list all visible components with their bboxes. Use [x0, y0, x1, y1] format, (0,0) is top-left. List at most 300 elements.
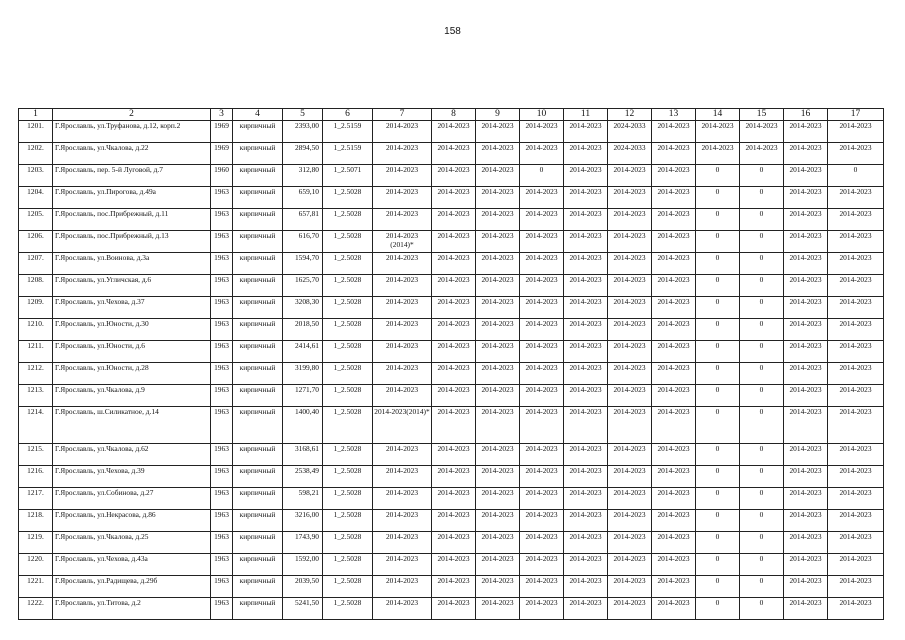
table-row — [19, 209, 884, 231]
work-period-cell: 2014-2023 — [373, 143, 432, 165]
work-period-cell: 0 — [740, 209, 784, 231]
work-period-cell: 0 — [696, 407, 740, 444]
work-period-cell: 2014-2023 — [784, 121, 828, 143]
table-row — [19, 341, 884, 363]
work-period-cell: 2014-2023 — [652, 576, 696, 598]
work-period-cell: 2014-2023 — [432, 554, 476, 576]
address-cell: Г.Ярославль, ул.Собинова, д.27 — [53, 488, 211, 510]
area-cell: 598,21 — [283, 488, 323, 510]
work-period-cell: 2014-2023 — [520, 209, 564, 231]
work-period-cell: 2014-2023 — [608, 576, 652, 598]
work-period-cell: 2014-2023 — [432, 363, 476, 385]
work-period-cell: 2014-2023 — [784, 143, 828, 165]
year-cell: 1969 — [211, 143, 233, 165]
work-period-cell: 2014-2023 — [608, 532, 652, 554]
work-period-cell: 2014-2023 — [652, 444, 696, 466]
work-period-cell: 2014-2023 — [564, 363, 608, 385]
work-period-cell: 2014-2023 — [828, 598, 884, 620]
work-period-cell: 2014-2023 — [608, 187, 652, 209]
work-period-cell: 0 — [740, 275, 784, 297]
code-cell: 1_2.5028 — [323, 576, 373, 598]
address-cell: Г.Ярославль, ул.Чехова, д.43а — [53, 554, 211, 576]
work-period-cell: 2014-2023 — [652, 121, 696, 143]
material-cell: кирпичный — [233, 297, 283, 319]
work-period-cell: 2014-2023 — [828, 143, 884, 165]
address-cell: Г.Ярославль, ул.Некрасова, д.86 — [53, 510, 211, 532]
row-number: 1218. — [19, 510, 53, 532]
work-period-cell: 2014-2023 — [373, 363, 432, 385]
work-period-cell: 2014-2023 — [432, 187, 476, 209]
work-period-cell: 2014-2023 — [608, 209, 652, 231]
area-cell: 3208,30 — [283, 297, 323, 319]
address-cell: Г.Ярославль, ул.Воинова, д.3а — [53, 253, 211, 275]
work-period-cell: 2014-2023 — [373, 341, 432, 363]
work-period-cell: 0 — [696, 275, 740, 297]
work-period-cell: 2014-2023 — [608, 510, 652, 532]
work-period-cell: 2014-2023 — [432, 385, 476, 407]
row-number: 1207. — [19, 253, 53, 275]
work-period-cell: 2014-2023 — [373, 165, 432, 187]
year-cell: 1963 — [211, 532, 233, 554]
column-header-12: 12 — [608, 109, 652, 121]
address-cell: Г.Ярославль, ул.Чкалова, д.25 — [53, 532, 211, 554]
work-period-cell: 2014-2023 — [828, 407, 884, 444]
work-period-cell: 2014-2023 — [476, 444, 520, 466]
work-period-cell: 2014-2023 — [476, 319, 520, 341]
material-cell: кирпичный — [233, 385, 283, 407]
work-period-cell: 2014-2023 — [608, 385, 652, 407]
table-row — [19, 488, 884, 510]
work-period-cell: 2014-2023 — [476, 275, 520, 297]
area-cell: 657,81 — [283, 209, 323, 231]
work-period-cell: 2014-2023 — [476, 510, 520, 532]
work-period-cell: 2014-2023 — [784, 510, 828, 532]
work-period-cell: 0 — [696, 554, 740, 576]
work-period-cell: 2014-2023 — [784, 576, 828, 598]
code-cell: 1_2.5028 — [323, 444, 373, 466]
work-period-cell: 2014-2023 — [373, 444, 432, 466]
work-period-cell: 0 — [696, 297, 740, 319]
material-cell: кирпичный — [233, 209, 283, 231]
material-cell: кирпичный — [233, 532, 283, 554]
work-period-cell: 2014-2023 — [520, 554, 564, 576]
work-period-cell: 2014-2023 — [828, 385, 884, 407]
row-number: 1208. — [19, 275, 53, 297]
work-period-cell: 2014-2023 — [608, 297, 652, 319]
row-number: 1214. — [19, 407, 53, 444]
work-period-cell: 2014-2023 — [608, 363, 652, 385]
code-cell: 1_2.5028 — [323, 598, 373, 620]
row-number: 1203. — [19, 165, 53, 187]
work-period-cell: 2014-2023 — [564, 341, 608, 363]
work-period-cell: 2014-2023 (2014)* — [373, 231, 432, 253]
work-period-cell: 2014-2023 — [520, 253, 564, 275]
work-period-cell: 2014-2023 — [608, 407, 652, 444]
table-row — [19, 363, 884, 385]
work-period-cell: 2014-2023 — [828, 576, 884, 598]
code-cell: 1_2.5028 — [323, 532, 373, 554]
address-cell: Г.Ярославль, ул.Юности, д.28 — [53, 363, 211, 385]
table-row — [19, 319, 884, 341]
table-row — [19, 121, 884, 143]
work-period-cell: 0 — [520, 165, 564, 187]
work-period-cell: 0 — [740, 187, 784, 209]
work-period-cell: 2014-2023 — [652, 407, 696, 444]
table-row — [19, 576, 884, 598]
work-period-cell: 2014-2023 — [373, 297, 432, 319]
row-number: 1219. — [19, 532, 53, 554]
table-row — [19, 297, 884, 319]
work-period-cell: 2014-2023 — [520, 231, 564, 253]
year-cell: 1963 — [211, 319, 233, 341]
area-cell: 1594,70 — [283, 253, 323, 275]
work-period-cell: 2014-2023 — [564, 407, 608, 444]
work-period-cell: 2014-2023 — [520, 466, 564, 488]
work-period-cell: 2014-2023 — [432, 275, 476, 297]
work-period-cell: 2014-2023 — [373, 275, 432, 297]
work-period-cell: 2014-2023 — [652, 341, 696, 363]
row-number: 1215. — [19, 444, 53, 466]
work-period-cell: 2014-2023 — [432, 319, 476, 341]
work-period-cell: 2014-2023 — [520, 510, 564, 532]
table-row — [19, 510, 884, 532]
work-period-cell: 2014-2023 — [652, 598, 696, 620]
work-period-cell: 2014-2023 — [564, 231, 608, 253]
area-cell: 2018,50 — [283, 319, 323, 341]
row-number: 1209. — [19, 297, 53, 319]
work-period-cell: 2014-2023 — [564, 576, 608, 598]
work-period-cell: 2014-2023 — [652, 275, 696, 297]
row-number: 1206. — [19, 231, 53, 253]
year-cell: 1960 — [211, 165, 233, 187]
work-period-cell: 2014-2023 — [652, 209, 696, 231]
work-period-cell: 2014-2023 — [652, 297, 696, 319]
work-period-cell: 2014-2023 — [828, 532, 884, 554]
work-period-cell: 2014-2023 — [520, 444, 564, 466]
work-period-cell: 2014-2023 — [432, 466, 476, 488]
work-period-cell: 0 — [740, 165, 784, 187]
work-period-cell: 2014-2023 — [476, 488, 520, 510]
material-cell: кирпичный — [233, 319, 283, 341]
work-period-cell: 2014-2023 — [696, 143, 740, 165]
work-period-cell: 2014-2023 — [608, 554, 652, 576]
year-cell: 1963 — [211, 275, 233, 297]
area-cell: 3168,61 — [283, 444, 323, 466]
work-period-cell: 2014-2023 — [373, 598, 432, 620]
work-period-cell: 2014-2023 — [432, 444, 476, 466]
work-period-cell: 2014-2023 — [432, 598, 476, 620]
year-cell: 1963 — [211, 187, 233, 209]
column-header-7: 7 — [373, 109, 432, 121]
work-period-cell: 2014-2023 — [608, 165, 652, 187]
work-period-cell: 2014-2023 — [373, 488, 432, 510]
work-period-cell: 2014-2023 — [373, 121, 432, 143]
work-period-cell: 2014-2023 — [784, 407, 828, 444]
address-cell: Г.Ярославль, ул.Чехова, д.39 — [53, 466, 211, 488]
work-period-cell: 2014-2023 — [608, 253, 652, 275]
work-period-cell: 0 — [740, 253, 784, 275]
work-period-cell: 0 — [740, 488, 784, 510]
work-period-cell: 2014-2023 — [476, 532, 520, 554]
table-row — [19, 275, 884, 297]
work-period-cell: 2014-2023 — [432, 253, 476, 275]
work-period-cell: 2014-2023 — [608, 341, 652, 363]
year-cell: 1963 — [211, 488, 233, 510]
column-header-14: 14 — [696, 109, 740, 121]
work-period-cell: 2014-2023 — [564, 275, 608, 297]
work-period-cell: 2014-2023 — [784, 231, 828, 253]
column-header-1: 1 — [19, 109, 53, 121]
area-cell: 616,70 — [283, 231, 323, 253]
table-row — [19, 143, 884, 165]
work-period-cell: 2014-2023 — [828, 444, 884, 466]
work-period-cell: 0 — [696, 444, 740, 466]
address-cell: Г.Ярославль, пер. 5-й Луговой, д.7 — [53, 165, 211, 187]
work-period-cell: 2014-2023 — [828, 121, 884, 143]
work-period-cell: 2014-2023 — [784, 297, 828, 319]
work-period-cell: 0 — [828, 165, 884, 187]
work-period-cell: 2014-2023 — [520, 319, 564, 341]
row-number: 1221. — [19, 576, 53, 598]
work-period-cell: 2024-2033 — [608, 121, 652, 143]
work-period-cell: 2014-2023 — [373, 187, 432, 209]
work-period-cell: 2014-2023 — [784, 466, 828, 488]
work-period-cell: 0 — [740, 231, 784, 253]
row-number: 1211. — [19, 341, 53, 363]
column-header-3: 3 — [211, 109, 233, 121]
area-cell: 2414,61 — [283, 341, 323, 363]
row-number: 1201. — [19, 121, 53, 143]
row-number: 1210. — [19, 319, 53, 341]
work-period-cell: 2014-2023 — [432, 209, 476, 231]
work-period-cell: 2014-2023 — [564, 253, 608, 275]
year-cell: 1963 — [211, 407, 233, 444]
column-header-2: 2 — [53, 109, 211, 121]
work-period-cell: 0 — [696, 187, 740, 209]
column-header-8: 8 — [432, 109, 476, 121]
address-cell: Г.Ярославль, ул.Юности, д.6 — [53, 341, 211, 363]
work-period-cell: 0 — [696, 576, 740, 598]
row-number: 1212. — [19, 363, 53, 385]
year-cell: 1963 — [211, 297, 233, 319]
work-period-cell: 2014-2023 — [652, 554, 696, 576]
work-period-cell: 2014-2023 — [828, 466, 884, 488]
work-period-cell: 0 — [696, 209, 740, 231]
work-period-cell: 2014-2023 — [828, 510, 884, 532]
material-cell: кирпичный — [233, 510, 283, 532]
code-cell: 1_2.5028 — [323, 385, 373, 407]
year-cell: 1963 — [211, 510, 233, 532]
table-row — [19, 165, 884, 187]
table-row — [19, 598, 884, 620]
work-period-cell: 2014-2023 — [476, 363, 520, 385]
address-cell: Г.Ярославль, ул.Радищева, д.29б — [53, 576, 211, 598]
material-cell: кирпичный — [233, 554, 283, 576]
work-period-cell: 0 — [740, 444, 784, 466]
address-cell: Г.Ярославль, ул.Чкалова, д.22 — [53, 143, 211, 165]
work-period-cell: 0 — [740, 363, 784, 385]
address-cell: Г.Ярославль, ул.Юности, д.30 — [53, 319, 211, 341]
work-period-cell: 2014-2023 — [784, 275, 828, 297]
work-period-cell: 2014-2023 — [520, 407, 564, 444]
table-row — [19, 253, 884, 275]
work-period-cell: 2014-2023(2014)* — [373, 407, 432, 444]
work-period-cell: 2014-2023 — [373, 510, 432, 532]
table-row — [19, 407, 884, 444]
year-cell: 1963 — [211, 466, 233, 488]
work-period-cell: 2014-2023 — [476, 407, 520, 444]
work-period-cell: 0 — [696, 532, 740, 554]
work-period-cell: 2014-2023 — [784, 488, 828, 510]
code-cell: 1_2.5159 — [323, 143, 373, 165]
work-period-cell: 2014-2023 — [652, 143, 696, 165]
work-period-cell: 2014-2023 — [740, 143, 784, 165]
year-cell: 1963 — [211, 253, 233, 275]
area-cell: 5241,50 — [283, 598, 323, 620]
work-period-cell: 2014-2023 — [373, 532, 432, 554]
work-period-cell: 2014-2023 — [564, 444, 608, 466]
material-cell: кирпичный — [233, 444, 283, 466]
work-period-cell: 2014-2023 — [476, 187, 520, 209]
material-cell: кирпичный — [233, 275, 283, 297]
work-period-cell: 2014-2023 — [784, 187, 828, 209]
work-period-cell: 2014-2023 — [373, 554, 432, 576]
work-period-cell: 0 — [740, 598, 784, 620]
work-period-cell: 2014-2023 — [564, 532, 608, 554]
work-period-cell: 2014-2023 — [520, 297, 564, 319]
work-period-cell: 2014-2023 — [784, 165, 828, 187]
material-cell: кирпичный — [233, 143, 283, 165]
year-cell: 1963 — [211, 598, 233, 620]
work-period-cell: 2014-2023 — [432, 532, 476, 554]
address-cell: Г.Ярославль, ул.Угличская, д.6 — [53, 275, 211, 297]
work-period-cell: 2014-2023 — [520, 363, 564, 385]
work-period-cell: 0 — [740, 407, 784, 444]
area-cell: 1592,00 — [283, 554, 323, 576]
work-period-cell: 2014-2023 — [373, 209, 432, 231]
column-header-13: 13 — [652, 109, 696, 121]
address-cell: Г.Ярославль, пос.Прибрежный, д.13 — [53, 231, 211, 253]
code-cell: 1_2.5028 — [323, 363, 373, 385]
work-period-cell: 2014-2023 — [476, 121, 520, 143]
code-cell: 1_2.5028 — [323, 341, 373, 363]
row-number: 1222. — [19, 598, 53, 620]
year-cell: 1963 — [211, 444, 233, 466]
code-cell: 1_2.5028 — [323, 231, 373, 253]
work-period-cell: 2014-2023 — [476, 143, 520, 165]
row-number: 1202. — [19, 143, 53, 165]
address-cell: Г.Ярославль, ул.Чехова, д.37 — [53, 297, 211, 319]
code-cell: 1_2.5028 — [323, 319, 373, 341]
area-cell: 2039,50 — [283, 576, 323, 598]
year-cell: 1963 — [211, 363, 233, 385]
code-cell: 1_2.5071 — [323, 165, 373, 187]
work-period-cell: 2014-2023 — [564, 385, 608, 407]
work-period-cell: 2014-2023 — [784, 444, 828, 466]
work-period-cell: 2014-2023 — [784, 253, 828, 275]
work-period-cell: 2014-2023 — [608, 275, 652, 297]
work-period-cell: 0 — [740, 510, 784, 532]
year-cell: 1969 — [211, 121, 233, 143]
work-period-cell: 2014-2023 — [476, 209, 520, 231]
address-cell: Г.Ярославль, ш.Силикатное, д.14 — [53, 407, 211, 444]
work-period-cell: 2014-2023 — [784, 554, 828, 576]
work-period-cell: 0 — [696, 231, 740, 253]
work-period-cell: 2014-2023 — [373, 253, 432, 275]
work-period-cell: 2014-2023 — [564, 209, 608, 231]
work-period-cell: 2014-2023 — [432, 231, 476, 253]
address-cell: Г.Ярославль, ул.Титова, д.2 — [53, 598, 211, 620]
column-header-9: 9 — [476, 109, 520, 121]
work-period-cell: 0 — [740, 554, 784, 576]
code-cell: 1_2.5028 — [323, 488, 373, 510]
work-period-cell: 2014-2023 — [520, 598, 564, 620]
table-row — [19, 532, 884, 554]
work-period-cell: 2014-2023 — [652, 466, 696, 488]
work-period-cell: 0 — [696, 385, 740, 407]
column-header-17: 17 — [828, 109, 884, 121]
work-period-cell: 2014-2023 — [476, 554, 520, 576]
area-cell: 659,10 — [283, 187, 323, 209]
code-cell: 1_2.5028 — [323, 209, 373, 231]
work-period-cell: 2014-2023 — [476, 576, 520, 598]
work-period-cell: 2014-2023 — [564, 121, 608, 143]
work-period-cell: 0 — [696, 165, 740, 187]
work-period-cell: 2014-2023 — [564, 554, 608, 576]
work-period-cell: 0 — [740, 319, 784, 341]
row-number: 1213. — [19, 385, 53, 407]
material-cell: кирпичный — [233, 341, 283, 363]
material-cell: кирпичный — [233, 576, 283, 598]
work-period-cell: 0 — [740, 385, 784, 407]
work-period-cell: 2014-2023 — [432, 143, 476, 165]
area-cell: 2894,50 — [283, 143, 323, 165]
code-cell: 1_2.5028 — [323, 297, 373, 319]
work-period-cell: 2014-2023 — [520, 275, 564, 297]
table-row — [19, 466, 884, 488]
work-period-cell: 0 — [740, 576, 784, 598]
work-period-cell: 2014-2023 — [828, 363, 884, 385]
material-cell: кирпичный — [233, 165, 283, 187]
table-row — [19, 187, 884, 209]
work-period-cell: 2014-2023 — [373, 319, 432, 341]
work-period-cell: 2014-2023 — [828, 319, 884, 341]
work-period-cell: 0 — [696, 598, 740, 620]
work-period-cell: 2014-2023 — [740, 121, 784, 143]
work-period-cell: 2014-2023 — [373, 576, 432, 598]
material-cell: кирпичный — [233, 187, 283, 209]
work-period-cell: 0 — [740, 532, 784, 554]
work-period-cell: 2014-2023 — [784, 341, 828, 363]
work-period-cell: 2014-2023 — [520, 488, 564, 510]
header-row — [19, 109, 884, 121]
work-period-cell: 2024-2033 — [608, 143, 652, 165]
work-period-cell: 2014-2023 — [652, 253, 696, 275]
area-cell: 1625,70 — [283, 275, 323, 297]
work-period-cell: 2014-2023 — [432, 576, 476, 598]
work-period-cell: 2014-2023 — [476, 466, 520, 488]
column-header-16: 16 — [784, 109, 828, 121]
work-period-cell: 2014-2023 — [652, 532, 696, 554]
work-period-cell: 2014-2023 — [564, 598, 608, 620]
area-cell: 2538,49 — [283, 466, 323, 488]
area-cell: 1743,90 — [283, 532, 323, 554]
work-period-cell: 2014-2023 — [828, 341, 884, 363]
area-cell: 312,80 — [283, 165, 323, 187]
work-period-cell: 2014-2023 — [608, 319, 652, 341]
work-period-cell: 2014-2023 — [784, 385, 828, 407]
material-cell: кирпичный — [233, 466, 283, 488]
